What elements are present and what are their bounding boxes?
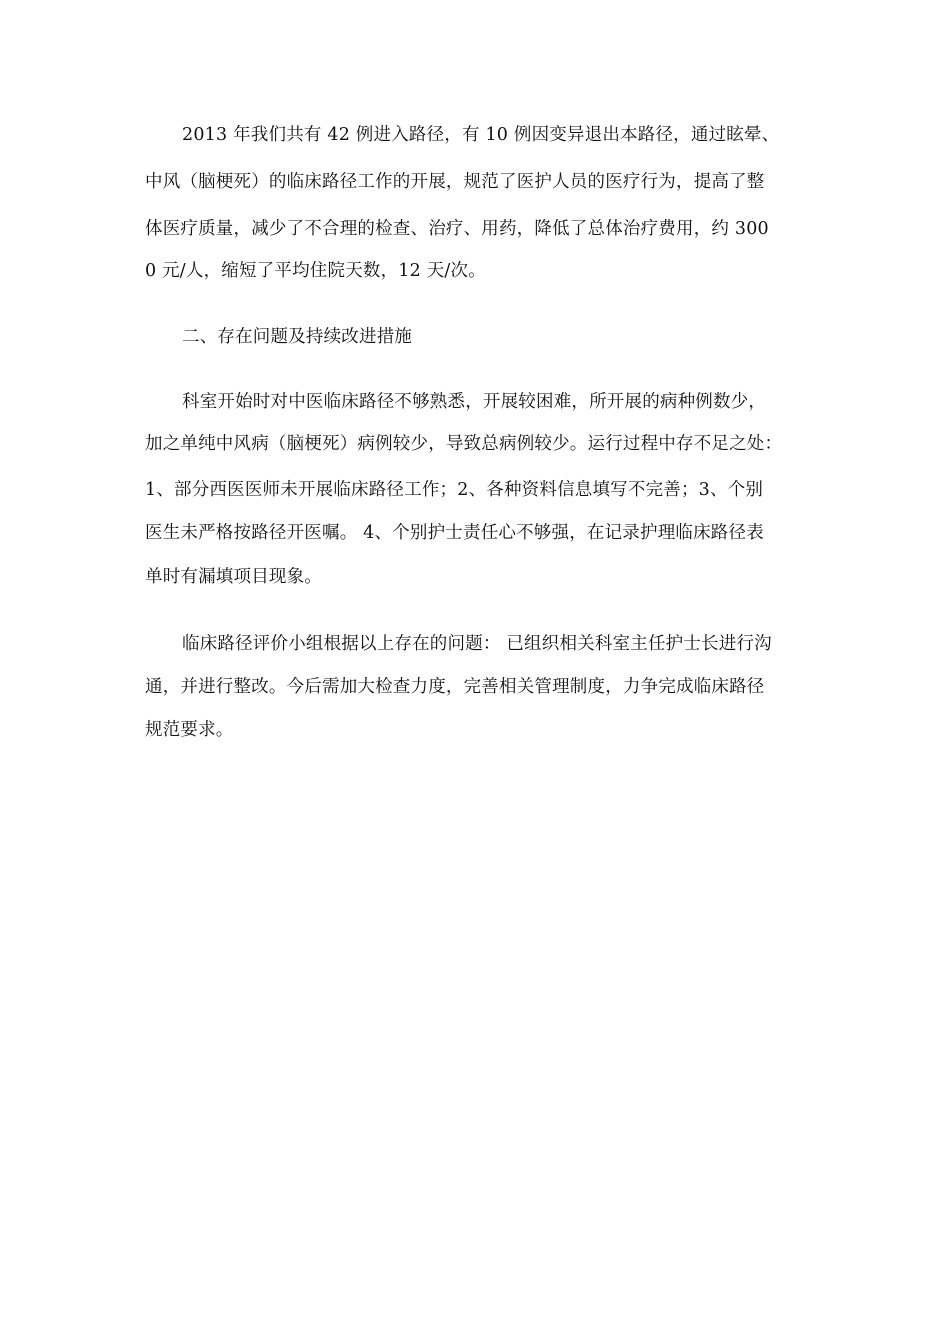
paragraph-2-line-1: 科室开始时对中医临床路径不够熟悉，开展较困难，所开展的病种例数少， (182, 392, 767, 412)
paragraph-3-line-2: 通，并进行整改。今后需加大检查力度，完善相关管理制度，力争完成临床路径 (145, 677, 765, 697)
paragraph-2-line-2: 加之单纯中风病（脑梗死）病例较少，导致总病例较少。运行过程中存不足之处： (145, 434, 783, 454)
paragraph-1-line-3: 体医疗质量，减少了不合理的检查、治疗、用药，降低了总体治疗费用，约 300 (145, 219, 769, 239)
paragraph-1-line-2: 中风（脑梗死）的临床路径工作的开展，规范了医护人员的医疗行为，提高了整 (145, 172, 765, 192)
paragraph-1-line-4: 0 元/人，缩短了平均住院天数，12 天/次。 (145, 261, 486, 281)
paragraph-2-line-3: 1、部分西医医师未开展临床路径工作；2、各种资料信息填写不完善；3、个别 (145, 480, 764, 500)
paragraph-1-line-1: 2013 年我们共有 42 例进入路径，有 10 例因变异退出本路径，通过眩晕、 (182, 125, 780, 145)
paragraph-2-line-5: 单时有漏填项目现象。 (145, 567, 322, 587)
paragraph-2-line-4: 医生未严格按路径开医嘱。 4、个别护士责任心不够强，在记录护理临床路径表 (145, 523, 764, 543)
paragraph-3-line-1: 临床路径评价小组根据以上存在的问题： 已组织相关科室主任护士长进行沟 (182, 634, 772, 654)
section-heading: 二、存在问题及持续改进措施 (182, 327, 413, 347)
paragraph-3-line-3: 规范要求。 (145, 720, 234, 740)
